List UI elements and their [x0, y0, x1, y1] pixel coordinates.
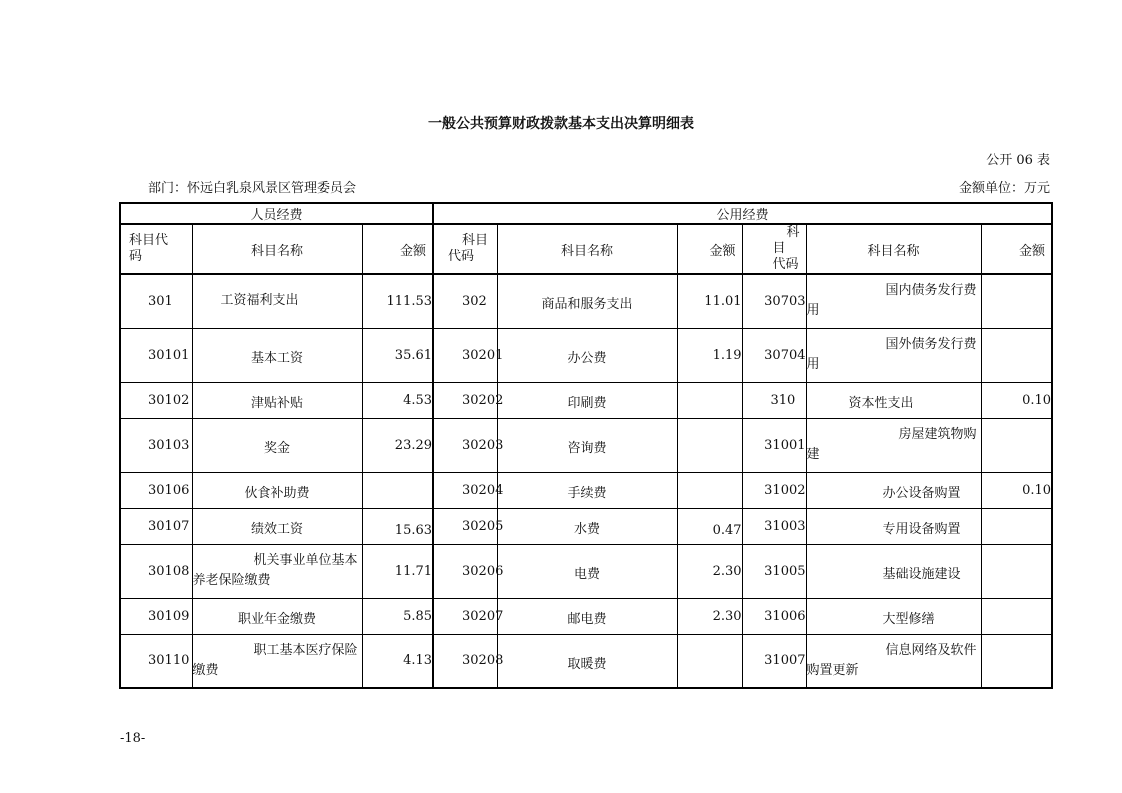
code-cell: 30208 — [433, 634, 497, 688]
amount-cell: 5.85 — [362, 598, 433, 634]
name-cell: 国内债务发行费 用 — [806, 274, 981, 328]
amount-cell: 35.61 — [362, 328, 433, 382]
name-cell: 工资福利支出 — [192, 274, 362, 328]
code-cell: 30202 — [433, 382, 497, 418]
department-label: 部门：怀远白乳泉风景区管理委员会 — [148, 181, 357, 196]
amount-cell — [677, 382, 742, 418]
code-cell: 31002 — [742, 472, 806, 508]
name-cell: 信息网络及软件 购置更新 — [806, 634, 981, 688]
name-cell: 津贴补贴 — [192, 382, 362, 418]
amount-cell: 2.30 — [677, 544, 742, 598]
header-code-3: 科目 代码 — [742, 224, 806, 274]
code-cell: 30205 — [433, 508, 497, 544]
code-cell: 31001 — [742, 418, 806, 472]
code-cell: 30107 — [120, 508, 192, 544]
amount-cell: 23.29 — [362, 418, 433, 472]
header-amount-3: 金额 — [981, 224, 1052, 274]
table-row — [120, 274, 1052, 328]
code-cell: 30103 — [120, 418, 192, 472]
name-cell: 基本工资 — [192, 328, 362, 382]
group-header-personnel: 人员经费 — [120, 203, 433, 224]
code-cell: 301 — [120, 274, 192, 328]
name-cell: 国外债务发行费 用 — [806, 328, 981, 382]
code-cell: 30106 — [120, 472, 192, 508]
amount-cell: 4.13 — [362, 634, 433, 688]
code-cell: 30204 — [433, 472, 497, 508]
header-code-2: 科目 代码 — [433, 224, 497, 274]
name-cell: 商品和服务支出 — [497, 274, 677, 328]
code-cell: 30110 — [120, 634, 192, 688]
amount-cell — [981, 598, 1052, 634]
name-cell: 邮电费 — [497, 598, 677, 634]
amount-cell: 15.63 — [362, 508, 433, 544]
name-cell: 伙食补助费 — [192, 472, 362, 508]
name-cell: 机关事业单位基本 养老保险缴费 — [192, 544, 362, 598]
name-cell: 办公费 — [497, 328, 677, 382]
amount-unit-label: 金额单位：万元 — [958, 181, 1050, 196]
name-cell: 资本性支出 — [806, 382, 981, 418]
code-cell: 30108 — [120, 544, 192, 598]
name-cell: 咨询费 — [497, 418, 677, 472]
table-row — [120, 472, 1052, 508]
amount-cell: 2.30 — [677, 598, 742, 634]
name-cell: 大型修缮 — [806, 598, 981, 634]
amount-cell: 0.10 — [981, 472, 1052, 508]
code-cell: 30206 — [433, 544, 497, 598]
code-cell: 30207 — [433, 598, 497, 634]
amount-cell — [677, 472, 742, 508]
name-cell: 手续费 — [497, 472, 677, 508]
table-row — [120, 382, 1052, 418]
code-cell: 30704 — [742, 328, 806, 382]
table-row — [120, 634, 1052, 688]
amount-cell — [981, 634, 1052, 688]
name-cell: 基础设施建设 — [806, 544, 981, 598]
amount-cell — [981, 274, 1052, 328]
amount-cell: 0.10 — [981, 382, 1052, 418]
code-cell: 30109 — [120, 598, 192, 634]
name-cell: 取暖费 — [497, 634, 677, 688]
table-row — [120, 328, 1052, 382]
group-header-public: 公用经费 — [433, 203, 1052, 224]
expenditure-table — [119, 202, 1053, 689]
code-cell: 31005 — [742, 544, 806, 598]
header-amount-2: 金额 — [677, 224, 742, 274]
name-cell: 绩效工资 — [192, 508, 362, 544]
code-cell: 30102 — [120, 382, 192, 418]
code-cell: 30703 — [742, 274, 806, 328]
table-number: 公开 06 表 — [986, 153, 1050, 168]
table-row — [120, 598, 1052, 634]
name-cell: 职工基本医疗保险 缴费 — [192, 634, 362, 688]
page-number: -18- — [120, 731, 146, 746]
name-cell: 水费 — [497, 508, 677, 544]
amount-cell: 11.01 — [677, 274, 742, 328]
amount-cell: 1.19 — [677, 328, 742, 382]
amount-cell: 4.53 — [362, 382, 433, 418]
amount-cell — [677, 634, 742, 688]
amount-cell — [677, 418, 742, 472]
code-cell: 31003 — [742, 508, 806, 544]
amount-cell: 111.53 — [362, 274, 433, 328]
header-name-1: 科目名称 — [192, 224, 362, 274]
name-cell: 职业年金缴费 — [192, 598, 362, 634]
code-cell: 30201 — [433, 328, 497, 382]
header-amount-1: 金额 — [362, 224, 433, 274]
header-code-1: 科目代 码 — [120, 224, 192, 274]
table-row — [120, 418, 1052, 472]
amount-cell — [362, 472, 433, 508]
amount-cell — [981, 508, 1052, 544]
amount-cell — [981, 418, 1052, 472]
code-cell: 30101 — [120, 328, 192, 382]
name-cell: 印刷费 — [497, 382, 677, 418]
name-cell: 电费 — [497, 544, 677, 598]
page-title: 一般公共预算财政拨款基本支出决算明细表 — [428, 116, 694, 132]
amount-cell: 11.71 — [362, 544, 433, 598]
table-row — [120, 544, 1052, 598]
code-cell: 30203 — [433, 418, 497, 472]
name-cell: 办公设备购置 — [806, 472, 981, 508]
amount-cell — [981, 544, 1052, 598]
name-cell: 房屋建筑物购 建 — [806, 418, 981, 472]
amount-cell: 0.47 — [677, 508, 742, 544]
code-cell: 302 — [433, 274, 497, 328]
name-cell: 奖金 — [192, 418, 362, 472]
code-cell: 310 — [742, 382, 806, 418]
header-name-3: 科目名称 — [806, 224, 981, 274]
code-cell: 31006 — [742, 598, 806, 634]
header-name-2: 科目名称 — [497, 224, 677, 274]
name-cell: 专用设备购置 — [806, 508, 981, 544]
table-row — [120, 508, 1052, 544]
amount-cell — [981, 328, 1052, 382]
code-cell: 31007 — [742, 634, 806, 688]
